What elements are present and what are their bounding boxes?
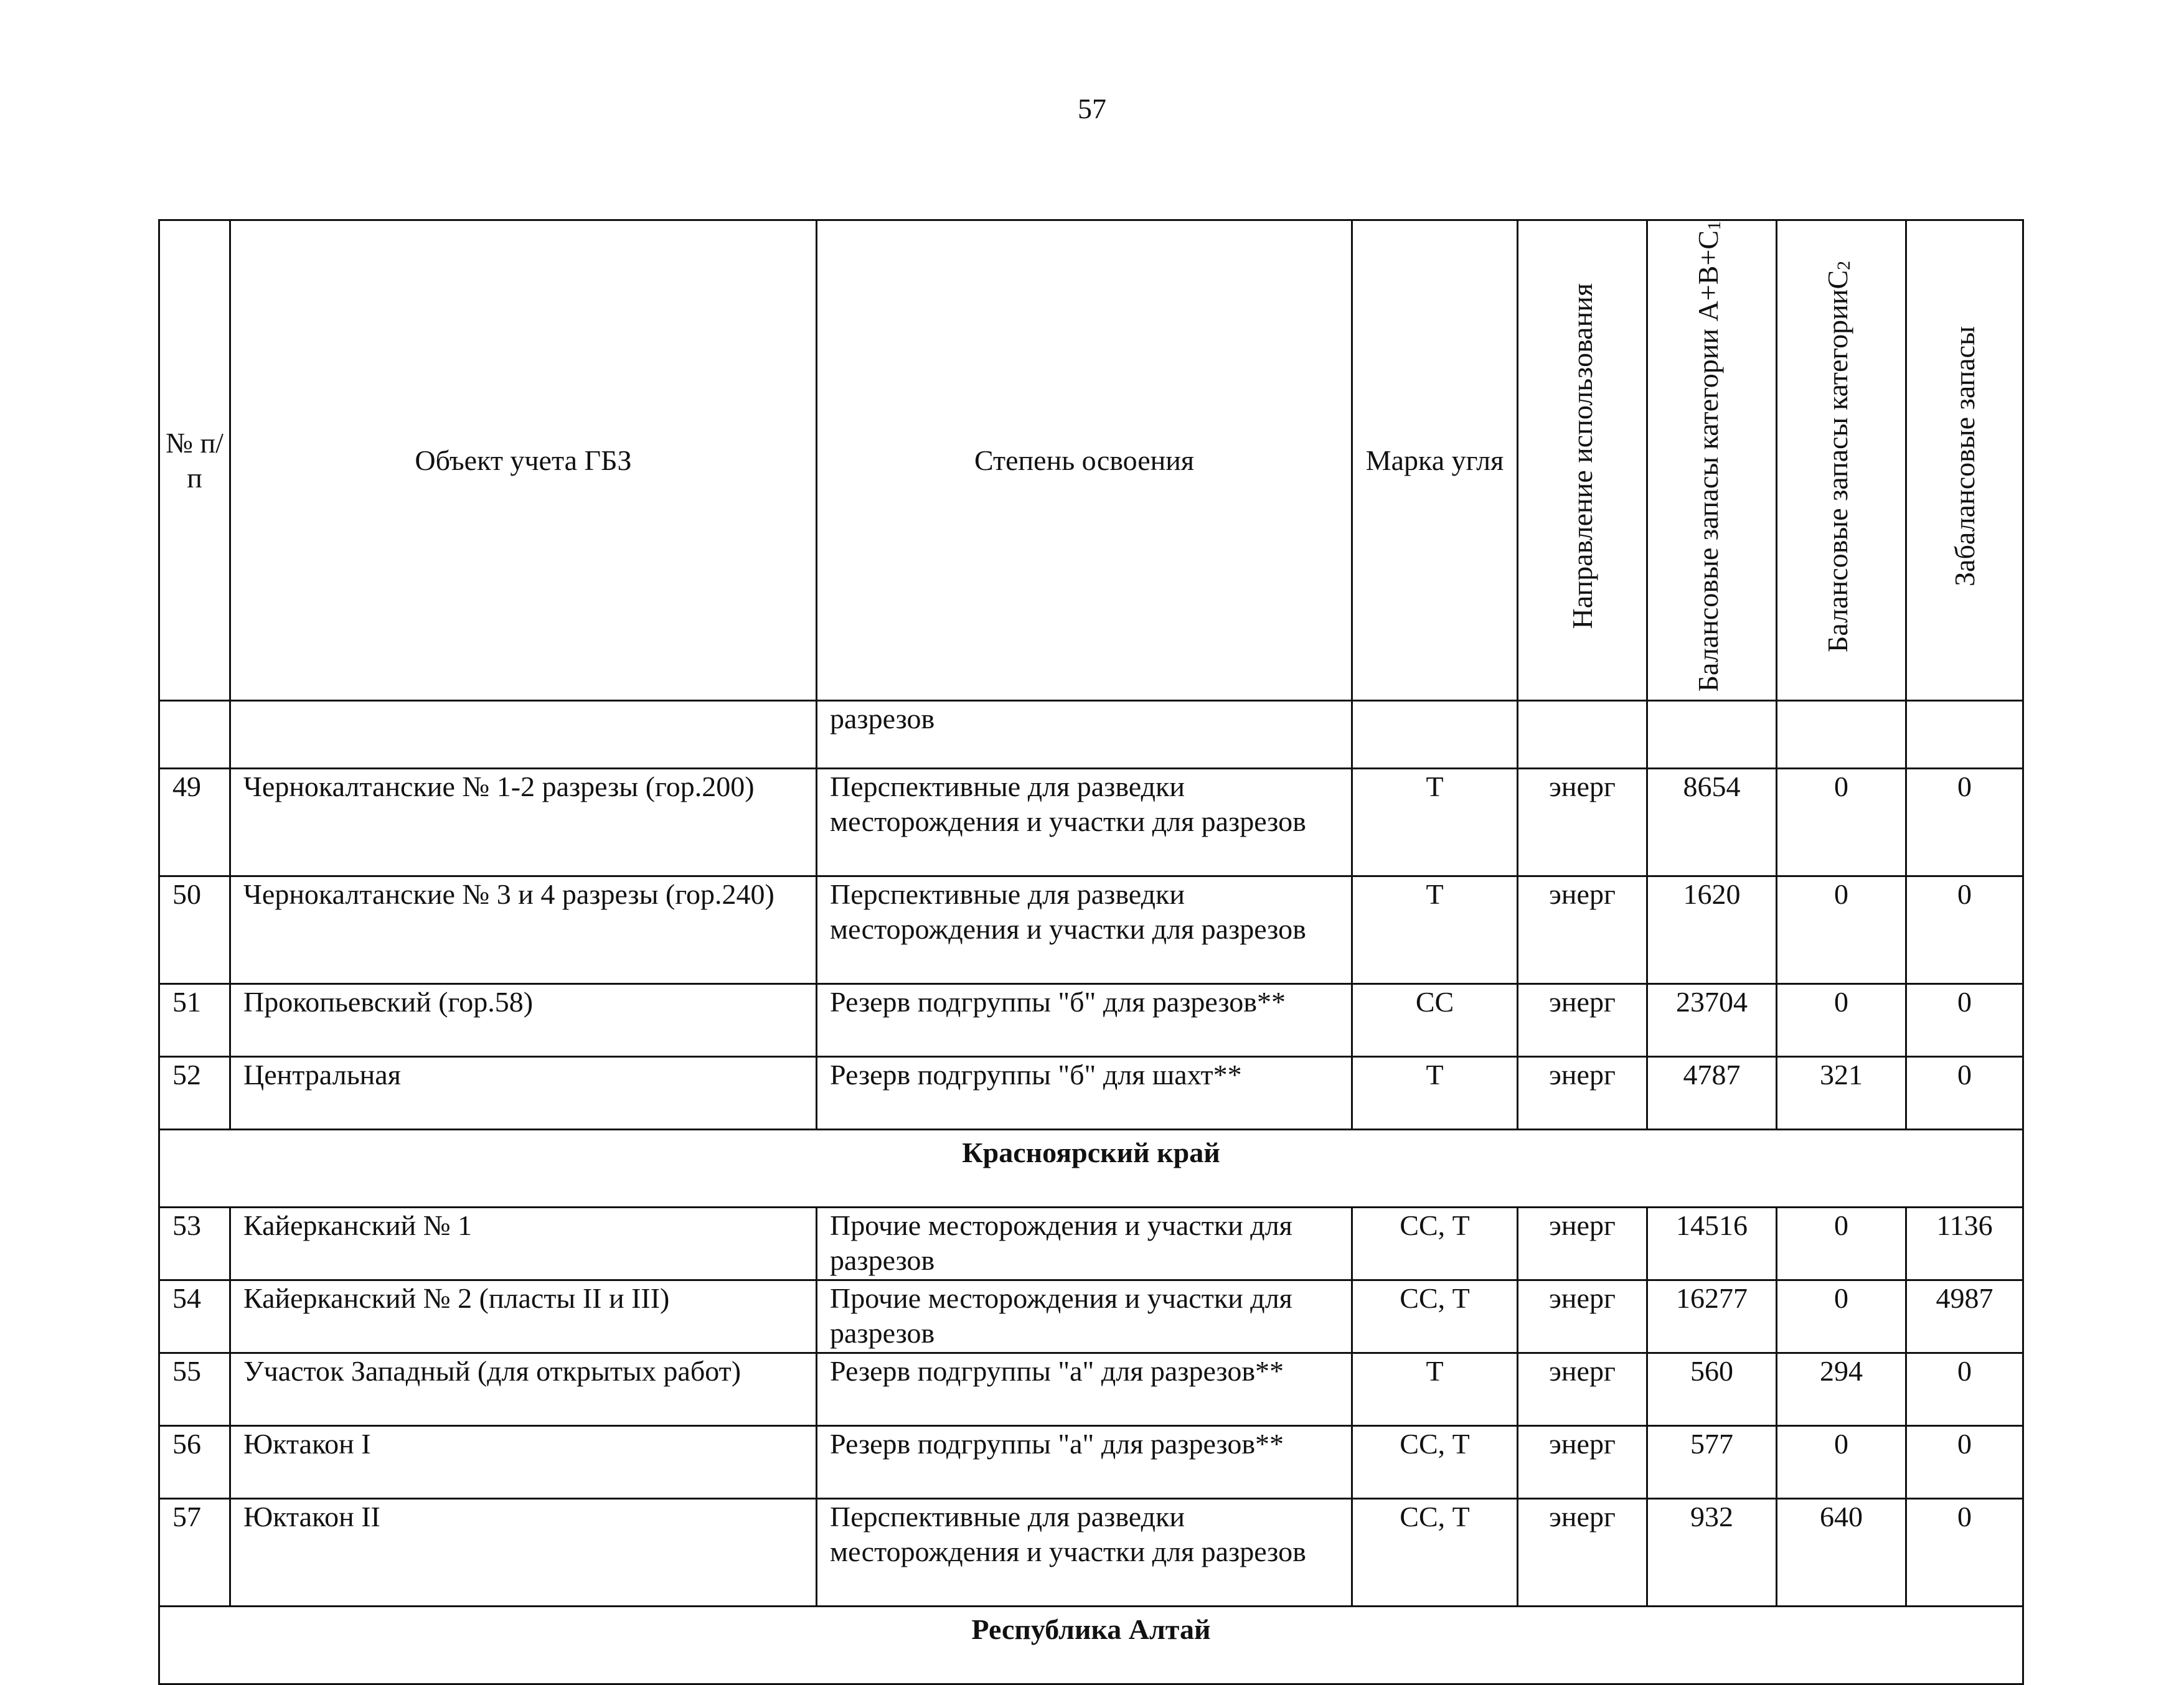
cell-direction: энерг bbox=[1518, 1353, 1647, 1426]
cell-c2 bbox=[1777, 701, 1906, 769]
region-row-altai bbox=[159, 1607, 2023, 1684]
cell-num: 54 bbox=[159, 1280, 230, 1353]
cell-num: 55 bbox=[159, 1353, 230, 1426]
cell-stage: Резерв подгруппы "а" для разрезов** bbox=[817, 1426, 1352, 1499]
header-balance-c2-label: Балансовые запасы категорииС bbox=[1822, 270, 1854, 652]
header-balance-abc1-text bbox=[1692, 221, 1731, 692]
cell-abc1: 560 bbox=[1647, 1353, 1777, 1426]
header-balance-abc1-label: Балансовые запасы категории А+В+С bbox=[1692, 230, 1725, 692]
table-row bbox=[159, 984, 2023, 1057]
cell-object: Кайерканский № 2 (пласты II и III) bbox=[230, 1280, 817, 1353]
cell-direction: энерг bbox=[1518, 984, 1647, 1057]
cell-abc1: 14516 bbox=[1647, 1208, 1777, 1280]
cell-c2: 0 bbox=[1777, 876, 1906, 984]
cell-object: Кайерканский № 1 bbox=[230, 1208, 817, 1280]
cell-c2: 640 bbox=[1777, 1499, 1906, 1607]
cell-direction: энерг bbox=[1518, 1280, 1647, 1353]
cell-off: 0 bbox=[1906, 1499, 2023, 1607]
table-row bbox=[159, 769, 2023, 876]
cell-c2: 0 bbox=[1777, 1280, 1906, 1353]
cell-abc1: 1620 bbox=[1647, 876, 1777, 984]
cell-off: 1136 bbox=[1906, 1208, 2023, 1280]
cell-off: 0 bbox=[1906, 1057, 2023, 1130]
cell-stage: Прочие месторождения и участки для разрезов bbox=[817, 1280, 1352, 1353]
cell-object: Чернокалтанские № 3 и 4 разрезы (гор.240) bbox=[230, 876, 817, 984]
cell-abc1: 16277 bbox=[1647, 1280, 1777, 1353]
cell-object: Центральная bbox=[230, 1057, 817, 1130]
table-row bbox=[159, 1499, 2023, 1607]
cell-stage: Перспективные для разведки месторождения и участки для разрезов bbox=[817, 876, 1352, 984]
header-balance-c2-subscript: 2 bbox=[1833, 260, 1855, 270]
cell-c2: 0 bbox=[1777, 984, 1906, 1057]
cell-grade: Т bbox=[1352, 1353, 1518, 1426]
cell-direction: энерг bbox=[1518, 1057, 1647, 1130]
page-number: 57 bbox=[1078, 93, 1106, 124]
cell-grade bbox=[1352, 701, 1518, 769]
header-direction-text: Направление использования bbox=[1566, 283, 1598, 629]
table-row bbox=[159, 1280, 2023, 1353]
cell-direction: энерг bbox=[1518, 1426, 1647, 1499]
header-balance-abc1 bbox=[1647, 220, 1777, 701]
cell-direction: энерг bbox=[1518, 1499, 1647, 1607]
cell-grade: Т bbox=[1352, 876, 1518, 984]
cell-num: 57 bbox=[159, 1499, 230, 1607]
cell-c2: 0 bbox=[1777, 1208, 1906, 1280]
cell-c2: 0 bbox=[1777, 769, 1906, 876]
cell-off: 0 bbox=[1906, 984, 2023, 1057]
cell-off bbox=[1906, 701, 2023, 769]
coal-reserves-table bbox=[158, 219, 2024, 1685]
cell-num bbox=[159, 701, 230, 769]
cell-grade: СС, Т bbox=[1352, 1280, 1518, 1353]
cell-off: 0 bbox=[1906, 1426, 2023, 1499]
cell-c2: 0 bbox=[1777, 1426, 1906, 1499]
cell-grade: СС, Т bbox=[1352, 1208, 1518, 1280]
cell-stage: Перспективные для разведки месторождения и участки для разрезов bbox=[817, 769, 1352, 876]
header-balance-abc1-subscript: 1 bbox=[1704, 221, 1725, 230]
cell-direction: энерг bbox=[1518, 1208, 1647, 1280]
cell-stage: Прочие месторождения и участки для разрезов bbox=[817, 1208, 1352, 1280]
cell-abc1: 23704 bbox=[1647, 984, 1777, 1057]
cell-abc1: 8654 bbox=[1647, 769, 1777, 876]
table-row bbox=[159, 1426, 2023, 1499]
header-balance-c2 bbox=[1777, 220, 1906, 701]
cell-off: 0 bbox=[1906, 876, 2023, 984]
table-row bbox=[159, 1208, 2023, 1280]
cell-object: Юктакон II bbox=[230, 1499, 817, 1607]
cell-direction bbox=[1518, 701, 1647, 769]
cell-abc1 bbox=[1647, 701, 1777, 769]
cell-direction: энерг bbox=[1518, 876, 1647, 984]
header-balance-c2-text bbox=[1822, 261, 1860, 652]
header-grade: Марка угля bbox=[1352, 220, 1518, 701]
table-row bbox=[159, 876, 2023, 984]
cell-c2: 321 bbox=[1777, 1057, 1906, 1130]
region-heading: Красноярский край bbox=[159, 1130, 2023, 1208]
cell-object: Юктакон I bbox=[230, 1426, 817, 1499]
cell-object: Участок Западный (для открытых работ) bbox=[230, 1353, 817, 1426]
region-row-krasnoyarsk bbox=[159, 1130, 2023, 1208]
cell-num: 49 bbox=[159, 769, 230, 876]
cell-object: Чернокалтанские № 1-2 разрезы (гор.200) bbox=[230, 769, 817, 876]
table-row bbox=[159, 1057, 2023, 1130]
cell-off: 4987 bbox=[1906, 1280, 2023, 1353]
cell-object: Прокопьевский (гор.58) bbox=[230, 984, 817, 1057]
cell-num: 50 bbox=[159, 876, 230, 984]
table-row bbox=[159, 1353, 2023, 1426]
cell-c2: 294 bbox=[1777, 1353, 1906, 1426]
cell-abc1: 932 bbox=[1647, 1499, 1777, 1607]
cell-direction: энерг bbox=[1518, 769, 1647, 876]
header-stage: Степень освоения bbox=[817, 220, 1352, 701]
header-offbalance-text: Забалансовые запасы bbox=[1948, 326, 1980, 587]
cell-grade: СС, Т bbox=[1352, 1426, 1518, 1499]
header-offbalance bbox=[1906, 220, 2023, 701]
cell-stage: Резерв подгруппы "б" для разрезов** bbox=[817, 984, 1352, 1057]
cell-abc1: 577 bbox=[1647, 1426, 1777, 1499]
cell-off: 0 bbox=[1906, 769, 2023, 876]
continuation-row bbox=[159, 701, 2023, 769]
cell-grade: СС bbox=[1352, 984, 1518, 1057]
cell-stage: Резерв подгруппы "а" для разрезов** bbox=[817, 1353, 1352, 1426]
cell-num: 52 bbox=[159, 1057, 230, 1130]
cell-stage: разрезов bbox=[817, 701, 1352, 769]
cell-abc1: 4787 bbox=[1647, 1057, 1777, 1130]
cell-num: 56 bbox=[159, 1426, 230, 1499]
cell-grade: Т bbox=[1352, 769, 1518, 876]
header-row bbox=[159, 220, 2023, 701]
header-num: № п/п bbox=[159, 220, 230, 701]
cell-num: 53 bbox=[159, 1208, 230, 1280]
cell-off: 0 bbox=[1906, 1353, 2023, 1426]
cell-num: 51 bbox=[159, 984, 230, 1057]
header-object: Объект учета ГБЗ bbox=[230, 220, 817, 701]
cell-grade: Т bbox=[1352, 1057, 1518, 1130]
region-heading: Республика Алтай bbox=[159, 1607, 2023, 1684]
header-direction bbox=[1518, 220, 1647, 701]
cell-stage: Перспективные для разведки месторождения и участки для разрезов bbox=[817, 1499, 1352, 1607]
cell-grade: СС, Т bbox=[1352, 1499, 1518, 1607]
cell-object bbox=[230, 701, 817, 769]
cell-stage: Резерв подгруппы "б" для шахт** bbox=[817, 1057, 1352, 1130]
